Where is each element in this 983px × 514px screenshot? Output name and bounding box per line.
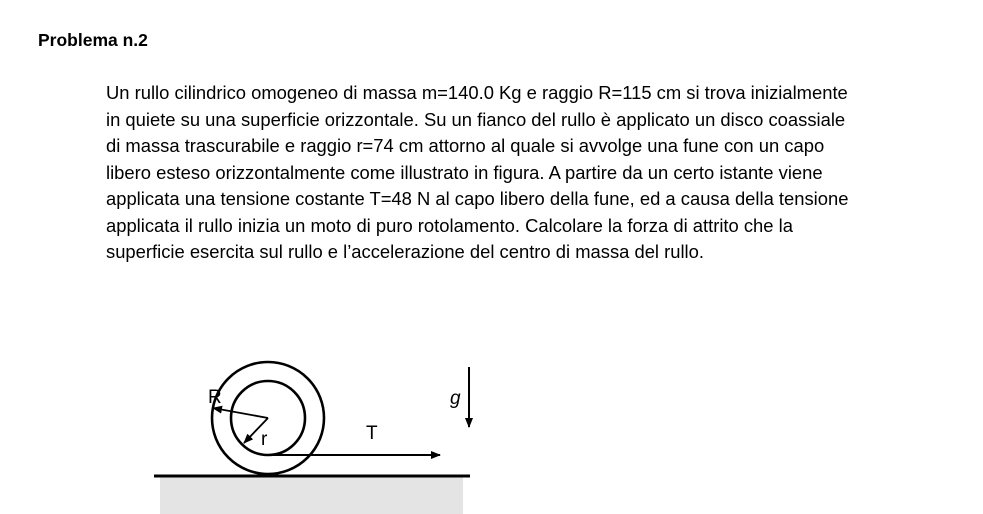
label-R: R — [208, 387, 222, 408]
statement-line-2: in quiete su una superficie orizzontale. Su un fianco del rullo è applicato un disco coassiale — [106, 108, 846, 130]
roller-figure — [150, 345, 480, 514]
statement-line-4: libero esteso orizzontalmente come illustrato in figura. A partire da un certo istante viene — [106, 161, 823, 183]
statement-line-5: applicata una tensione costante T=48 N al capo libero della fune, ed a causa della tensione — [106, 188, 849, 209]
label-g: g — [450, 388, 461, 409]
statement-line-1: Un rullo cilindrico omogeneo di massa m=140.0 Kg e raggio R=115 cm si trova inizialmente — [106, 82, 848, 103]
statement-line-6: applicata il rullo inizia un moto di puro rotolamento. Calcolare la forza di attrito che la — [106, 214, 793, 236]
radius-R-arrow — [213, 408, 268, 418]
statement-line-7: superficie esercita sul rullo e l’accelerazione del centro di massa del rullo. — [106, 241, 704, 262]
ground-surface — [160, 476, 463, 514]
label-T: T — [366, 423, 378, 444]
label-r: r — [261, 429, 268, 450]
problem-statement — [106, 80, 848, 266]
problem-title: Problema n.2 — [38, 30, 148, 50]
statement-line-3: di massa trascurabile e raggio r=74 cm attorno al quale si avvolge una fune con un capo — [106, 135, 825, 156]
